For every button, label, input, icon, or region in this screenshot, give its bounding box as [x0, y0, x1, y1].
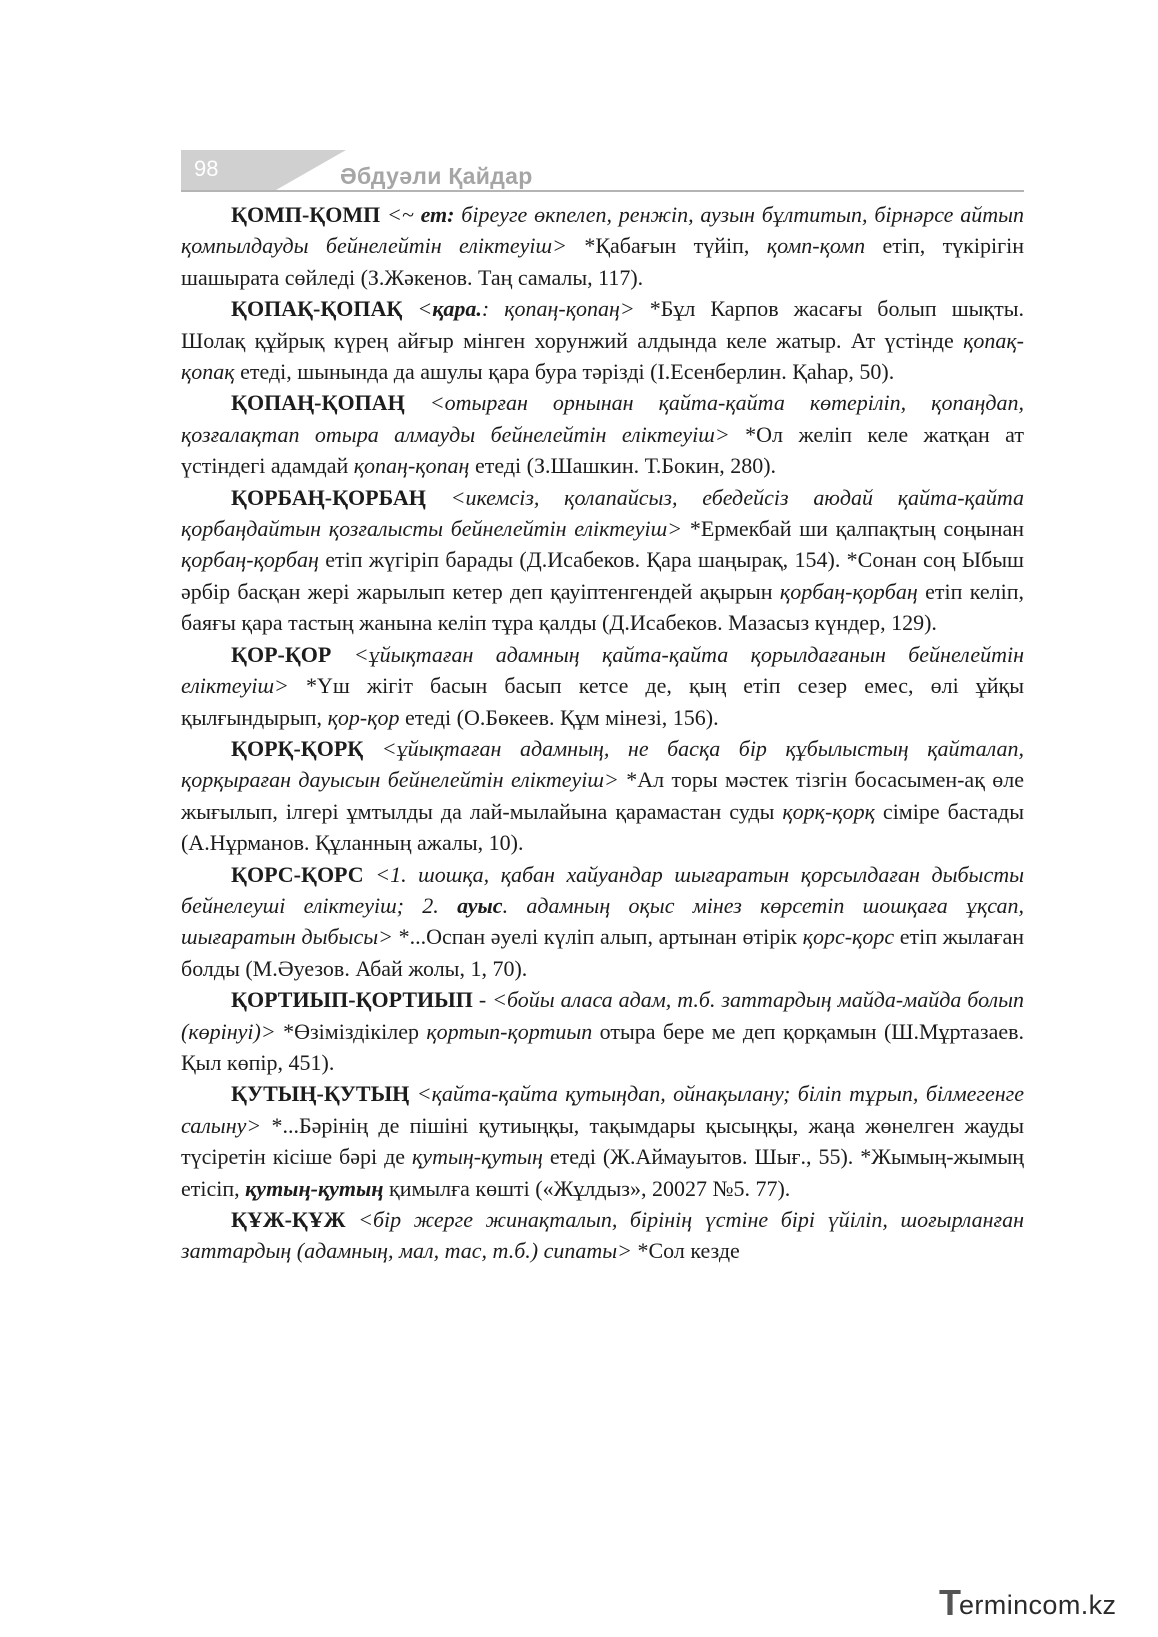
dictionary-entry — [181, 1078, 1024, 1204]
entry-headword: ҚОПАҢ-ҚОПАҢ — [231, 390, 405, 416]
entry-headword: ҚОМП-ҚОМП — [231, 202, 381, 227]
entry-example-text: етіп жылаған болды (М.Әуезов. Абай жолы, 1, 70). — [181, 924, 1024, 981]
watermark-prefix: T — [939, 1582, 961, 1623]
dictionary-entry — [181, 482, 1024, 639]
dictionary-entry — [181, 199, 1024, 293]
dictionary-body — [181, 199, 1024, 1267]
entry-example-text: етеді (З.Шашкин. Т.Бокин, 280). — [469, 453, 777, 479]
entry-example-text: етеді (Ж.Аймауытов. Шығ., 55). *Жымың-жымың етісіп, — [181, 1144, 1024, 1201]
dictionary-entry — [181, 984, 1024, 1078]
entry-example-text: *Бұл Карпов жасағы болып шықты. Шолақ құйрық күрең айғыр мінген хорунжий алдында келе жатыр. Ат үстінде — [181, 296, 1024, 353]
entry-headword: ҚУТЫҢ-ҚУТЫҢ — [231, 1081, 410, 1107]
entry-definition-text: қомп-қомп — [766, 233, 866, 259]
entry-example-text: етіп, түкірігін шашырата сөйледі (З.Жәкенов. Таң самалы, 117). — [181, 233, 1025, 290]
entry-definition-text: қорбаң-қорбаң — [181, 547, 319, 573]
entry-example-text: отыра бере ме деп қорқамын (Ш.Мұртазаев. Қыл көпір, 451). — [181, 1018, 1024, 1075]
entry-definition-text: <отырған орнынан қайта-қайта көтеріліп, қопаңдап, қозғалақтап отыра алмауды бейнелейтін еліктеуіш> — [181, 390, 1024, 447]
dictionary-entry — [181, 1204, 1024, 1267]
entry-headword: ҚОПАҚ-ҚОПАҚ — [231, 296, 403, 322]
entry-example-text: *...Бәрінің де пішіні қутиыңқы, тақымдары қысыңқы, жаңа жөнелген жауды түсіретін кісіше бәрі де — [181, 1112, 1024, 1170]
entry-definition-text: қопаң-қопаң — [353, 453, 470, 479]
entry-example-text: *Ермекбай ши қалпақтың соңынан — [689, 516, 1025, 542]
entry-definition-text: қорс-қорс — [802, 924, 895, 950]
entry-definition-text: < — [417, 296, 433, 322]
entry-headword: ҚОРҚ-ҚОРҚ — [231, 735, 364, 761]
entry-example-text: - — [478, 987, 493, 1013]
page-number-tab-slant — [276, 150, 346, 190]
entry-example-text: *Ал торы мәстек тізгін босасымен-ақ өле жығылып, ілгері ұмтылды да лай-мылайына қарамастан суды — [181, 767, 1025, 824]
watermark-text: ermincom.kz — [959, 1590, 1117, 1620]
dictionary-entry — [181, 639, 1024, 733]
entry-definition-text: қорбаң-қорбаң — [779, 578, 918, 604]
entry-headword: ҚОРС-ҚОРС — [231, 861, 364, 887]
entry-headword: ҚҰЖ-ҚҰЖ — [231, 1207, 346, 1232]
entry-headword: ҚОР-ҚОР — [231, 641, 332, 667]
entry-example-text: *Ол желіп келе жатқан ат үстіндегі адамдай — [181, 421, 1024, 479]
entry-definition-text: біреуге өкпелеп, ренжіп, аузын бұлтитып, бірнәрсе айтып қомпылдауды бейнелейтін еліктеуіш> — [181, 202, 1025, 259]
entry-definition-text: <қайта-қайта қутыңдап, ойнақылану; біліп тұрып, білмегенге салыну> — [181, 1081, 1025, 1138]
entry-definition-text: қортып-қортиып — [426, 1018, 593, 1044]
entry-definition-text: қорқ-қорқ — [782, 798, 875, 824]
entry-headword: ҚОРТИЫП-ҚОРТИЫП — [231, 987, 473, 1013]
entry-example-text: етіп жүгіріп барады (Д.Исабеков. Қара шаңырақ, 154). *Сонан соң Ыбыш әрбір басқан жері жарылып кетер деп қауіптенгендей ақырын — [181, 547, 1024, 604]
dictionary-entry — [181, 859, 1024, 985]
entry-example-text: *Үш жігіт басын басып кетсе де, қың етіп сезер емес, өлі ұйқы қылғындырып, — [181, 673, 1025, 730]
dictionary-entry — [181, 733, 1024, 859]
running-title: Әбдуәли Қайдар — [340, 163, 533, 189]
entry-definition-text: <ұйықтаған адамның, не басқа бір құбылыстың қайталап, қорқыраған дауысын бейнелейтін еліктеуіш> — [181, 735, 1024, 793]
entry-definition-text: қопақ-қопақ — [181, 327, 1024, 385]
page-number: 98 — [194, 156, 219, 181]
entry-definition-text: <бойы аласа адам, т.б. заттардың майда-майда болып (көрінуі)> — [181, 987, 1025, 1044]
entry-definition-text: : қопаң-қопаң> — [481, 296, 650, 322]
entry-example-text: *...Оспан әуелі күліп алып, артынан өтірік — [398, 924, 803, 950]
entry-definition-text: қор-қор — [327, 704, 400, 730]
entry-definition-text: <~ — [387, 202, 421, 227]
dictionary-entry — [181, 387, 1024, 481]
entry-definition-text: <бір жерге жинақталып, бірінің үстіне бірі үйіліп, шоғырланған заттардың (адамның, мал, тас, т.б.) сипаты> — [181, 1207, 1025, 1264]
entry-example-text: *Өзіміздікілер — [283, 1018, 427, 1044]
entry-definition-text: <ұйықтаған адамның қайта-қайта қорылдағанын бейнелейтін еліктеуіш> — [181, 641, 1025, 699]
header-rule — [181, 190, 1024, 192]
site-watermark — [939, 1584, 1139, 1628]
entry-headword: ҚОРБАҢ-ҚОРБАҢ — [231, 484, 426, 510]
entry-example-text: *Сол кезде — [637, 1238, 740, 1264]
entry-example-text: етеді (О.Бөкеев. Құм мінезі, 156). — [399, 704, 719, 730]
entry-emphasis-text: қара. — [432, 296, 482, 322]
entry-definition-text: <1. шошқа, қабан хайуандар шығаратын қорсылдаған дыбысты бейнелеуші еліктеуіш; 2. — [181, 861, 1024, 918]
entry-emphasis-text: қутың-қутың — [245, 1175, 384, 1201]
entry-example-text: етеді, шынында да ашулы қара бура тәрізді (І.Есенберлин. Қаһар, 50). — [234, 359, 895, 385]
entry-example-text: сіміре бастады (А.Нұрманов. Құланның ажалы, 10). — [181, 798, 1024, 856]
entry-definition-text: . адамның оқыс мінез көрсетіп шошқаға ұқсап, шығаратын дыбысы> — [181, 892, 1024, 950]
entry-example-text: етіп келіп, баяғы қара тастың жанына келіп тұра қалды (Д.Исабеков. Мазасыз күндер, 129). — [181, 578, 1024, 636]
entry-emphasis-text: ет: — [420, 202, 455, 227]
entry-example-text: *Қабағын түйіп, — [584, 233, 767, 259]
page-header — [181, 150, 1024, 192]
dictionary-entry — [181, 293, 1024, 387]
entry-definition-text: <икемсіз, қолапайсыз, ебедейсіз аюдай қайта-қайта қорбаңдайтын қозғалысты бейнелейтін еліктеуіш> — [181, 484, 1024, 542]
entry-definition-text: қутың-қутың — [412, 1144, 543, 1170]
entry-emphasis-text: ауыс — [457, 892, 503, 918]
entry-example-text: қимылға көшті («Жұлдыз», 20027 №5. 77). — [383, 1175, 791, 1201]
